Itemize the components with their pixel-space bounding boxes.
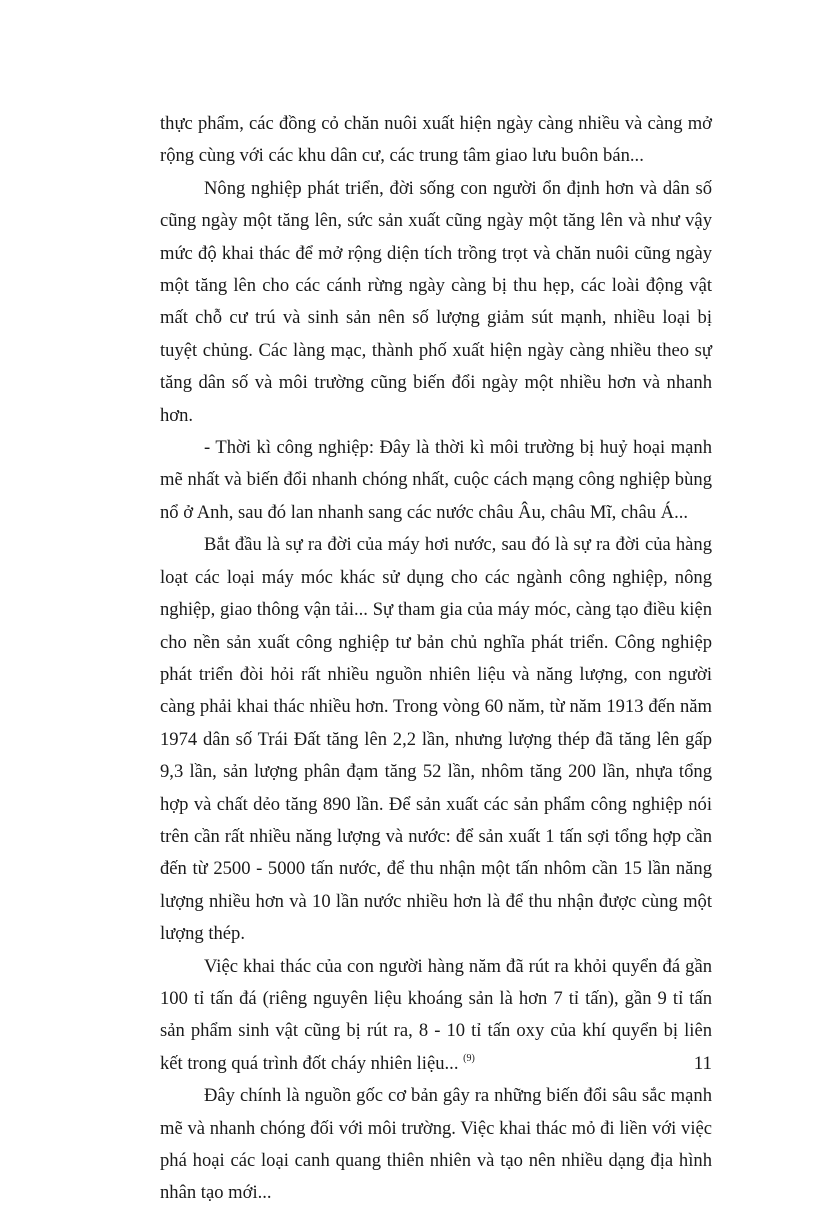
- footnote-reference[interactable]: (9): [463, 1052, 475, 1064]
- paragraph-industrial-period: - Thời kì công nghiệp: Đây là thời kì môi trường bị huỷ hoại mạnh mẽ nhất và biến đổi nhanh chóng nhất, cuộc cách mạng công nghiệp bùng nổ ở Anh, sau đó lan nhanh sang các nước châu Âu, châu Mĩ, châu Á...: [160, 437, 712, 523]
- page-number: 11: [693, 1053, 712, 1074]
- paragraph-extraction: [160, 951, 712, 1081]
- paragraph-machines: Bắt đầu là sự ra đời của máy hơi nước, sau đó là sự ra đời của hàng loạt các loại máy móc khác sử dụng cho các ngành công nghiệp, nông nghiệp, giao thông vận tải... Sự tham gia của máy móc, càng tạo điều kiện cho nền sản xuất công nghiệp tư bản chủ nghĩa phát triển. Công nghiệp phát triển đòi hỏi rất nhiều nguồn nhiên liệu và năng lượng, con người càng phải khai thác nhiều hơn. Trong vòng 60 năm, từ năm 1913 đến năm 1974 dân số Trái Đất tăng lên 2,2 lần, nhưng lượng thép đã tăng lên gấp 9,3 lần, sản lượng phân đạm tăng 52 lần, nhôm tăng 200 lần, nhựa tổng hợp và chất dẻo tăng 890 lần. Để sản xuất các sản phẩm công nghiệp nói trên cần rất nhiều năng lượng và nước: để sản xuất 1 tấn sợi tổng hợp cần đến từ 2500 - 5000 tấn nước, để thu nhận một tấn nhôm cần 15 lần năng lượng nhiều hơn và 10 lần nước nhiều hơn là để thu nhận được cùng một lượng thép.: [160, 534, 712, 945]
- paragraph-conclusion: Đây chính là nguồn gốc cơ bản gây ra những biến đổi sâu sắc mạnh mẽ và nhanh chóng đối với môi trường. Việc khai thác mỏ đi liền với việc phá hoại các loại canh quang thiên nhiên và tạo nên nhiều dạng địa hình nhân tạo mới...: [160, 1085, 712, 1204]
- paragraph-agriculture: Nông nghiệp phát triển, đời sống con người ổn định hơn và dân số cũng ngày một tăng lên, sức sản xuất cũng ngày một tăng lên và như vậy mức độ khai thác để mở rộng diện tích trồng trọt và chăn nuôi cũng ngày một tăng lên cho các cánh rừng ngày càng bị thu hẹp, các loài động vật mất chỗ cư trú và sinh sản nên số lượng giảm sút mạnh, nhiều loại bị tuyệt chủng. Các làng mạc, thành phố xuất hiện ngày càng nhiều theo sự tăng dân số và môi trường cũng biến đổi ngày một nhiều hơn và nhanh hơn.: [160, 177, 712, 426]
- page-body: [160, 108, 712, 1210]
- paragraph-continuation: thực phẩm, các đồng cỏ chăn nuôi xuất hiện ngày càng nhiều và càng mở rộng cùng với các khu dân cư, các trung tâm giao lưu buôn bán...: [160, 113, 712, 167]
- paragraph-extraction-text: Việc khai thác của con người hàng năm đã rút ra khỏi quyển đá gần 100 tỉ tấn đá (riêng nguyên liệu khoáng sản là hơn 7 tỉ tấn), gần 9 tỉ tấn sản phẩm sinh vật cũng bị rút ra, 8 - 10 tỉ tấn oxy của khí quyển bị liên kết trong quá trình đốt cháy nhiên liệu...: [160, 955, 712, 1074]
